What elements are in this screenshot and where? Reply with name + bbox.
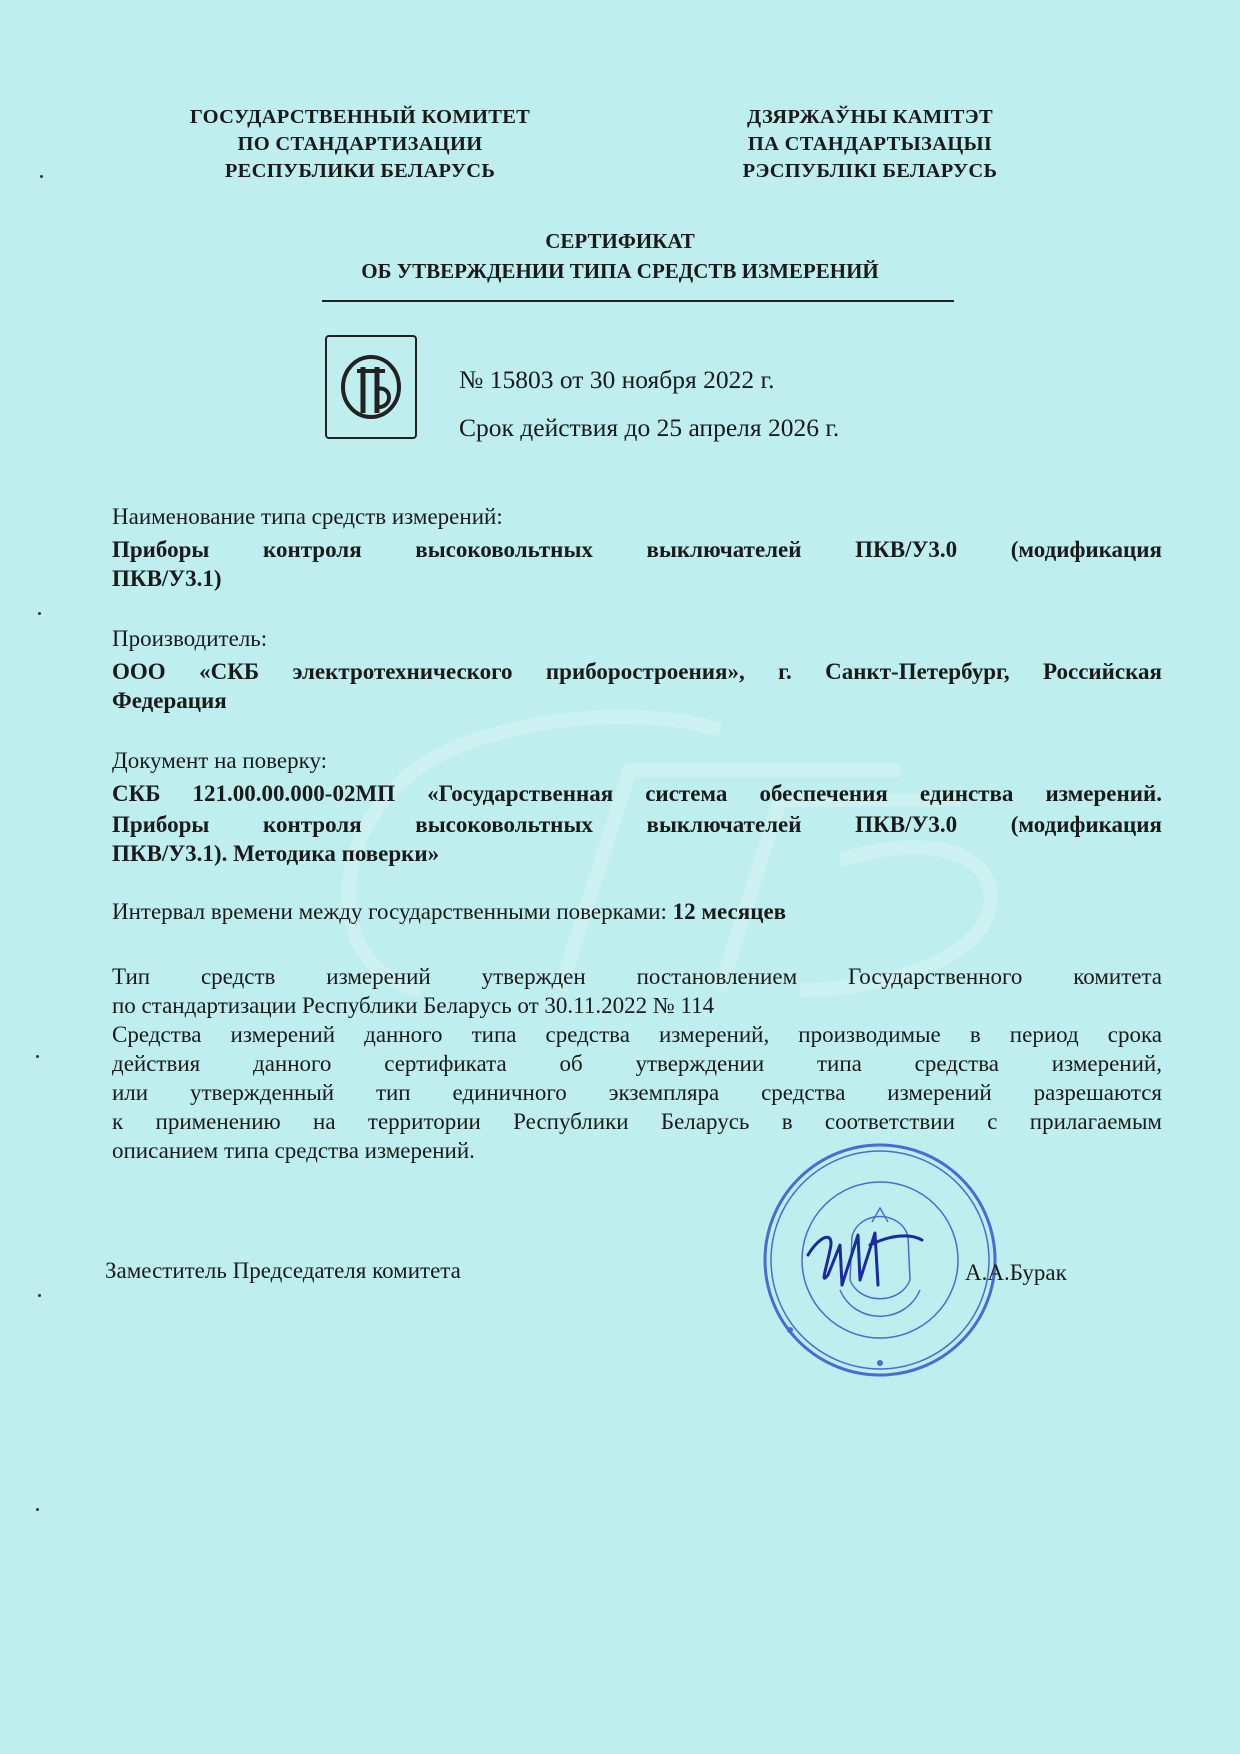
- approval-text-line: Средства измерений данного типа средства измерений, производимые в период срока: [112, 1022, 1162, 1047]
- approval-text-line: к применению на территории Республики Беларусь в соответствии с прилагаемым: [112, 1109, 1162, 1134]
- document-title-line: СЕРТИФИКАТ: [545, 229, 695, 253]
- scan-speck: [36, 1055, 39, 1058]
- committee-name-ru-line: РЕСПУБЛИКИ БЕЛАРУСЬ: [224, 160, 496, 182]
- verification-interval-value: 12 месяцев: [672, 899, 787, 924]
- type-name-value-line: ПКВ/У3.1): [112, 566, 222, 591]
- approval-text-line: действия данного сертификата об утверждении типа средства измерений,: [112, 1051, 1162, 1076]
- scan-speck: [40, 175, 43, 178]
- document-title-line: ОБ УТВЕРЖДЕНИИ ТИПА СРЕДСТВ ИЗМЕРЕНИЙ: [361, 259, 879, 283]
- manufacturer-label: Производитель:: [112, 626, 268, 651]
- committee-name-ru-line: ПО СТАНДАРТИЗАЦИИ: [237, 133, 483, 155]
- committee-name-ru: [150, 104, 570, 185]
- scan-speck: [38, 612, 41, 615]
- standards-emblem-icon: [327, 337, 415, 437]
- committee-name-by-line: ПА СТАНДАРТЫЗАЦЫІ: [747, 133, 993, 155]
- approval-text-line: или утвержденный тип единичного экземпляра средства измерений разрешаются: [112, 1080, 1162, 1105]
- verification-doc-value-line: Приборы контроля высоковольтных выключателей ПКВ/У3.0 (модификация: [112, 812, 1162, 837]
- verification-interval-label: Интервал времени между государственными поверками:: [112, 899, 673, 924]
- standards-logo: [325, 335, 417, 439]
- committee-name-by-line: РЭСПУБЛІКІ БЕЛАРУСЬ: [742, 160, 998, 182]
- manufacturer-value-line: ООО «СКБ электротехнического приборостроения», г. Санкт-Петербург, Российская: [112, 659, 1162, 684]
- certificate-number: № 15803 от 30 ноября 2022 г.: [459, 365, 775, 394]
- signer-name: А.А.Бурак: [965, 1260, 1067, 1285]
- committee-name-ru-line: ГОСУДАРСТВЕННЫЙ КОМИТЕТ: [189, 106, 531, 128]
- verification-doc-value-line: ПКВ/У3.1). Методика поверки»: [112, 841, 440, 866]
- scan-speck: [36, 1508, 39, 1511]
- approval-text-line: описанием типа средства измерений.: [112, 1138, 475, 1163]
- verification-interval: [112, 897, 1162, 926]
- committee-name-by-line: ДЗЯРЖАЎНЫ КАМІТЭТ: [747, 106, 993, 128]
- type-name-value-line: Приборы контроля высоковольтных выключателей ПКВ/У3.0 (модификация: [112, 537, 1162, 562]
- manufacturer-value-line: Федерация: [112, 688, 227, 713]
- certificate-validity: Срок действия до 25 апреля 2026 г.: [459, 413, 840, 442]
- signature-icon: [800, 1215, 930, 1295]
- approval-text-line: по стандартизации Республики Беларусь от 30.11.2022 № 114: [112, 993, 715, 1018]
- verification-doc-label: Документ на поверку:: [112, 748, 328, 773]
- type-name-label: Наименование типа средств измерений:: [112, 504, 503, 529]
- document-title: [270, 226, 970, 286]
- approval-text-line: Тип средств измерений утвержден постановлением Государственного комитета: [112, 964, 1162, 989]
- verification-doc-value-line: СКБ 121.00.00.000-02МП «Государственная система обеспечения единства измерений.: [112, 781, 1162, 806]
- committee-name-by: [690, 104, 1050, 185]
- title-divider: [322, 300, 954, 302]
- signer-position: Заместитель Председателя комитета: [105, 1258, 461, 1283]
- scan-speck: [38, 1294, 41, 1297]
